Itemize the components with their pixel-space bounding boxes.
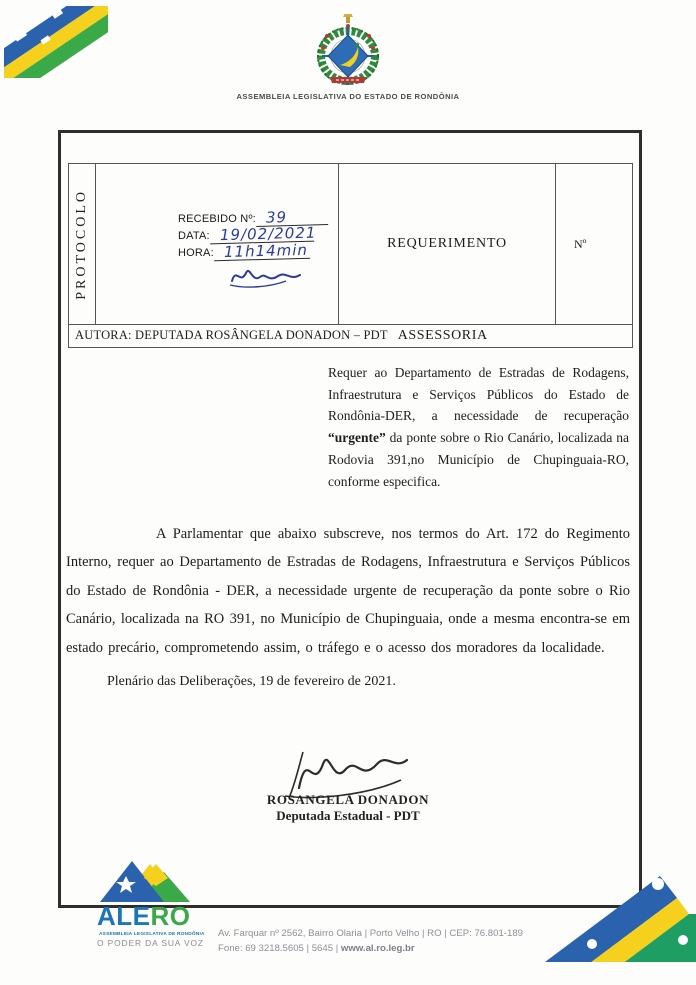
assessoria-stamp-text: ASSESSORIA bbox=[397, 328, 488, 343]
alero-logo-tagline: O PODER DA SUA VOZ bbox=[97, 938, 204, 948]
summary-highlight-urgente: “urgente” bbox=[328, 430, 386, 446]
summary-text-post: da ponte sobre o Rio Canário, localizada na Rodovia 391,no Município de Chupinguaia-RO, conforme especifica. bbox=[328, 430, 629, 489]
protocol-clerk-signature-scribble bbox=[226, 263, 304, 289]
received-date-handwritten-value: 19/02/2021 bbox=[210, 226, 314, 245]
signature-block bbox=[228, 740, 468, 824]
footer-phone-text: Fone: 69 3218.5605 | 5645 | bbox=[218, 943, 341, 954]
rondonia-coat-of-arms-icon bbox=[313, 14, 383, 90]
org-caption: ASSEMBLEIA LEGISLATIVA DO ESTADO DE RONDÔNIA bbox=[236, 92, 460, 101]
alero-wordmark-ale: ALE bbox=[97, 901, 151, 931]
footer-address-block bbox=[218, 926, 523, 956]
signer-name: ROSANGELA DONADON bbox=[266, 792, 430, 807]
signer-title: Deputada Estadual - PDT bbox=[276, 808, 420, 823]
numero-label: Nº bbox=[574, 236, 587, 251]
protocol-stamp-cell bbox=[96, 164, 339, 324]
alero-logo-caption: ASSEMBLEIA LEGISLATIVA DE RONDÔNIA bbox=[99, 932, 205, 937]
corner-stripes-top-left-icon bbox=[4, 6, 108, 78]
corner-stripes-bottom-right-icon bbox=[540, 876, 696, 962]
requerimento-title-cell bbox=[339, 164, 556, 324]
alero-wordmark bbox=[97, 903, 191, 929]
protocolo-vertical-label: PROTOCOLO bbox=[74, 188, 89, 300]
footer-website: www.al.ro.leg.br bbox=[340, 943, 415, 954]
received-time-label: HORA: bbox=[178, 247, 214, 259]
alero-wordmark-ro: RO bbox=[150, 901, 191, 931]
footer-address-line: Av. Farquar nº 2562, Bairro Olaria | Porto Velho | RO | CEP: 76.801-189 bbox=[218, 928, 523, 939]
requerimento-label: REQUERIMENTO bbox=[387, 236, 507, 251]
protocol-box-cell bbox=[69, 164, 96, 324]
summary-text-pre: Requer ao Departamento de Estradas de Rodagens, Infraestrutura e Serviços Públicos do Estado de Rondônia-DER, a necessidade de recuperação bbox=[328, 365, 629, 424]
requerimento-number-cell bbox=[556, 164, 632, 324]
deputy-signature-scribble bbox=[273, 740, 423, 800]
received-number-label: RECEBIDO Nº: bbox=[178, 213, 256, 225]
author-row bbox=[69, 324, 632, 347]
author-line: AUTORA: DEPUTADA ROSÂNGELA DONADON – PDT bbox=[75, 328, 388, 342]
received-number-handwritten-value: 39 bbox=[256, 209, 328, 227]
body-paragraph: A Parlamentar que abaixo subscreve, nos termos do Art. 172 do Regimento Interno, requer ao Departamento de Estradas de Rodagens, Infraestrutura e Serviços Públicos do Estado de Rondônia - DER, a necessidade urgente de recuperação da ponte sobre o Rio Canário, localizada na RO 391, no Município de Chupinguaia, onde a mesma encontra-se em estado precário, comprometendo assim, o tráfego e o acesso dos moradores da localidade. bbox=[66, 526, 630, 656]
plenary-date-line: Plenário das Deliberações, 19 de fevereiro de 2021. bbox=[107, 674, 396, 689]
protocol-table bbox=[68, 163, 633, 348]
footer-phone-line bbox=[218, 941, 523, 956]
received-time-handwritten-value: 11h14min bbox=[214, 243, 310, 262]
summary-paragraph bbox=[328, 362, 629, 492]
received-date-label: DATA: bbox=[178, 230, 210, 242]
alero-logo-mountain-icon bbox=[98, 856, 190, 904]
